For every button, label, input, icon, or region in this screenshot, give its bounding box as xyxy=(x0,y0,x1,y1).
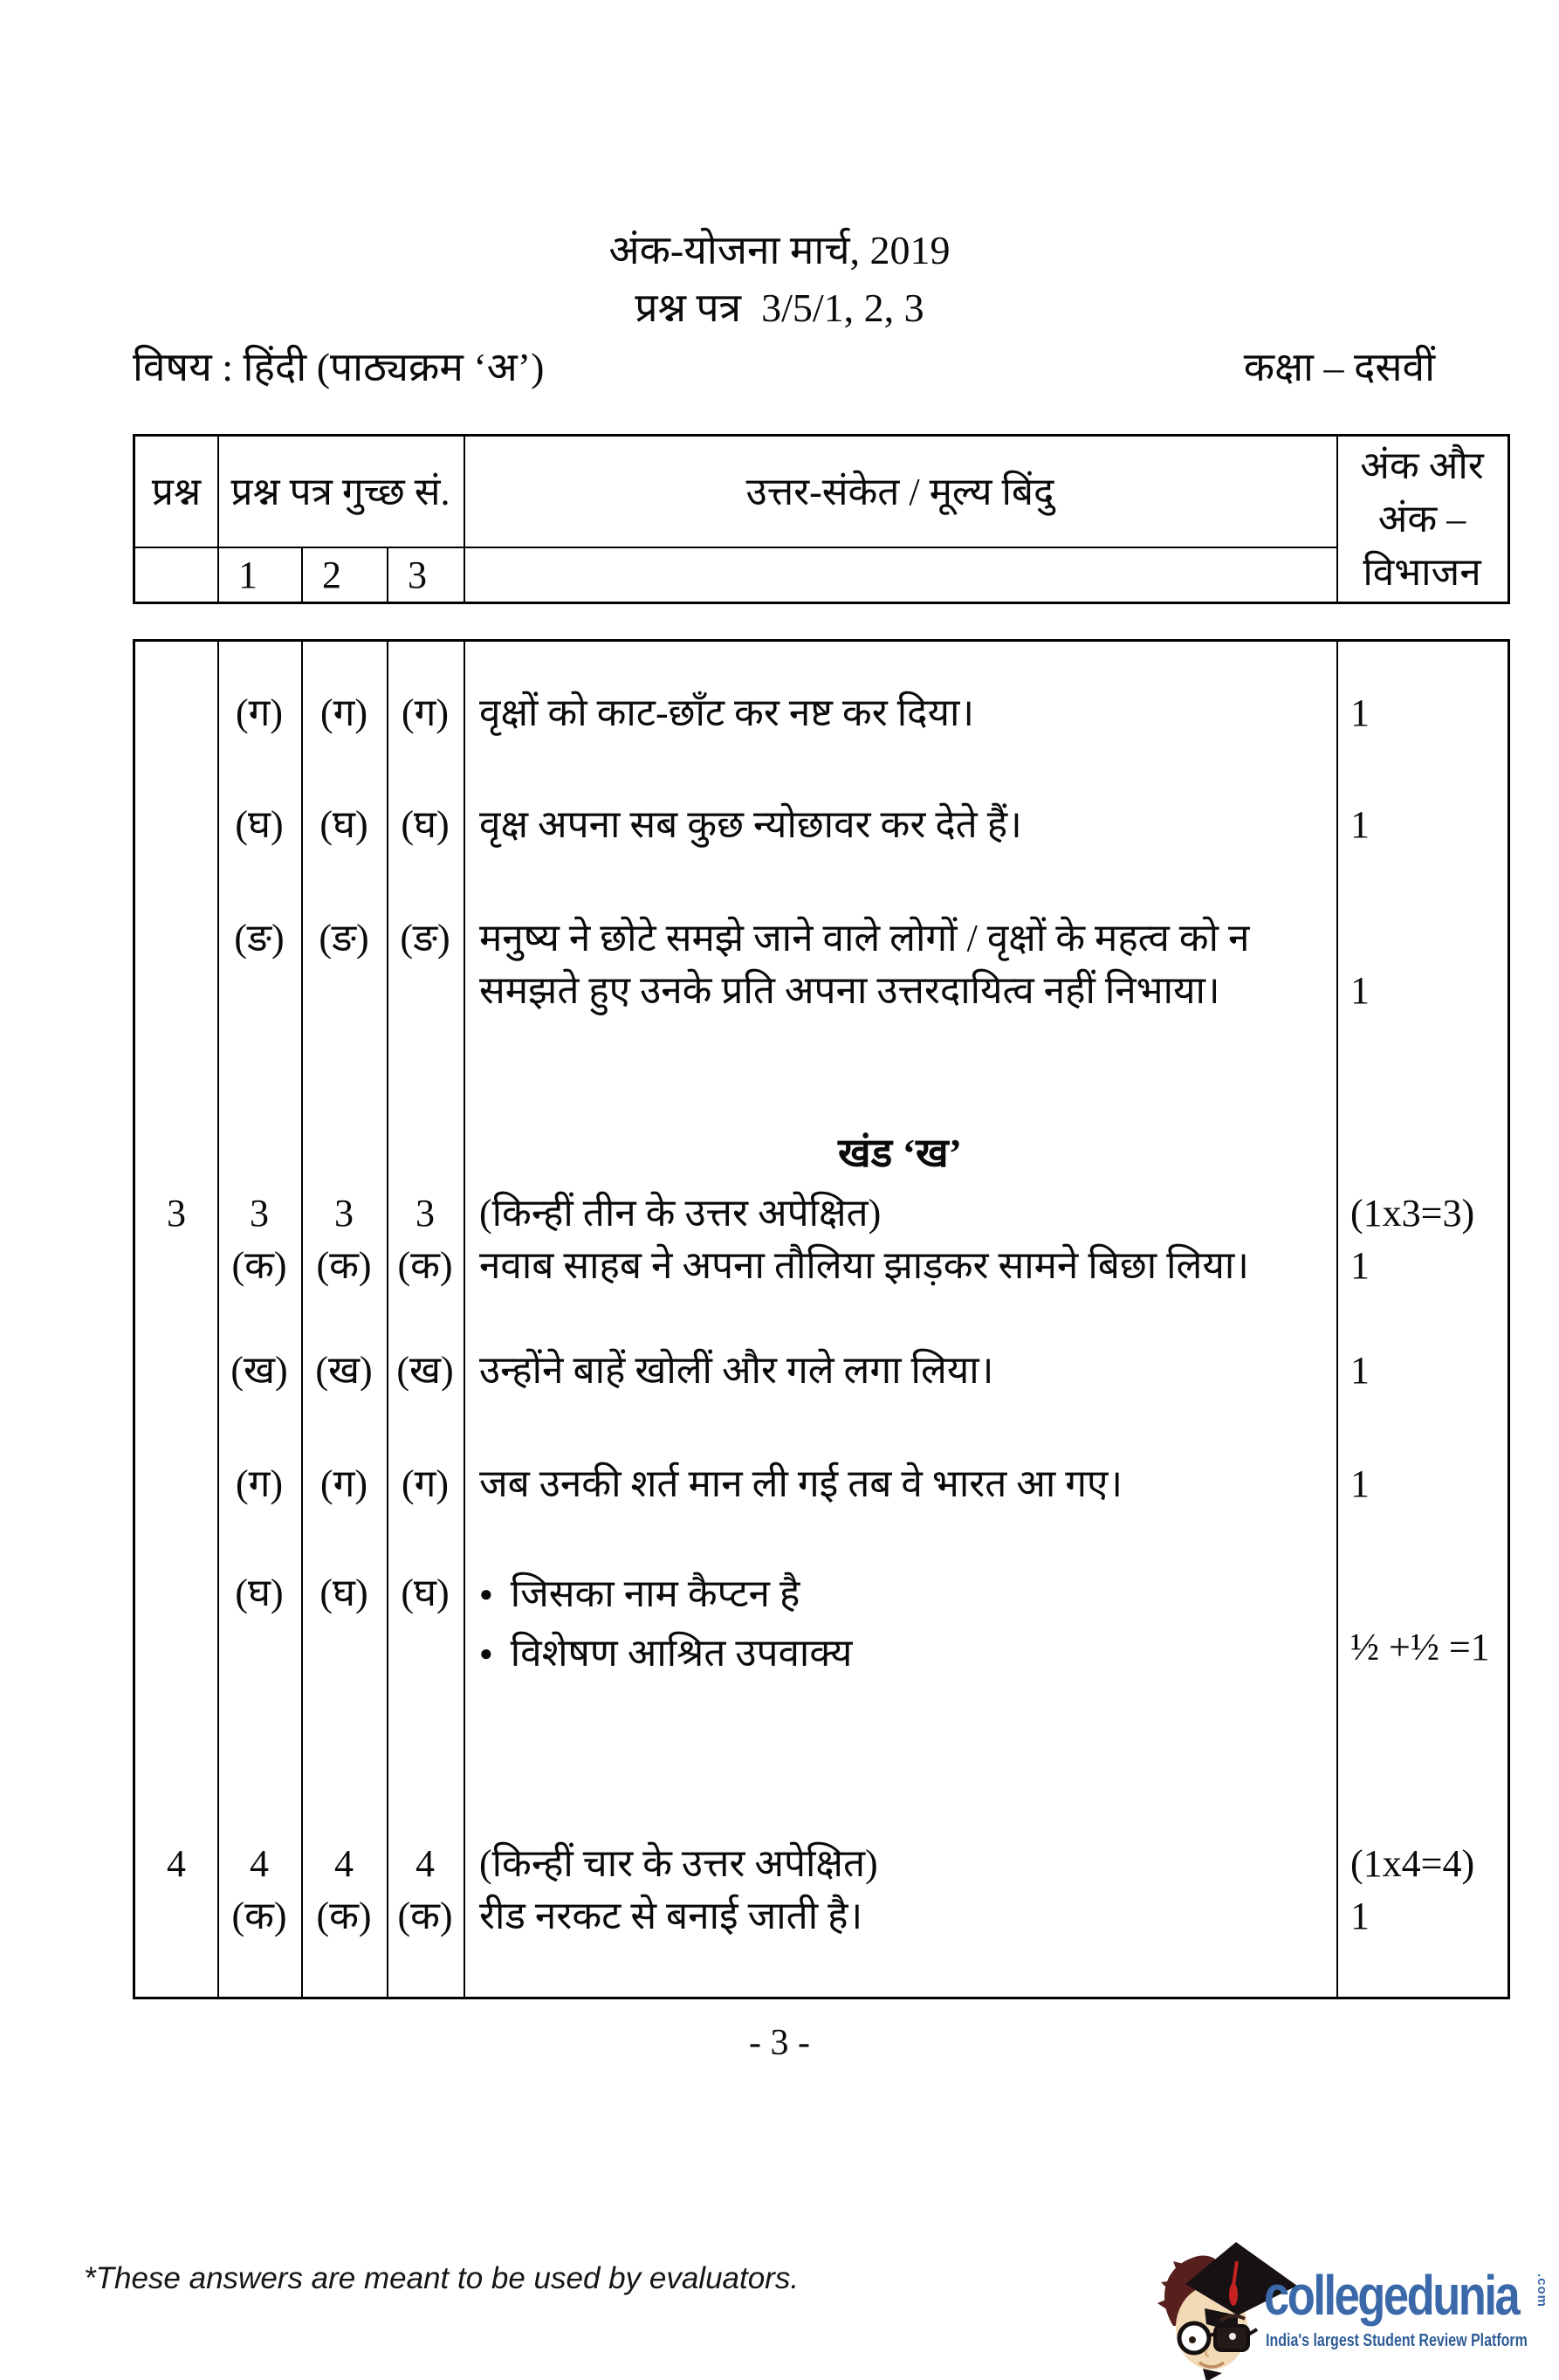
bullet-text: जिसका नाम कैप्टन है xyxy=(510,1572,800,1615)
answer-cell: (किन्हीं तीन के उत्तर अपेक्षित) xyxy=(479,1192,882,1235)
header-marks-line2: अंक – xyxy=(1377,498,1466,540)
table-row xyxy=(135,1890,1507,1943)
subject-class-row xyxy=(133,346,1435,390)
question-number-cell: 4 xyxy=(167,1842,186,1885)
marks-cell xyxy=(1336,687,1507,739)
page-number: - 3 - xyxy=(749,2023,810,2063)
answer-cell: नवाब साहब ने अपना तौलिया झाड़कर सामने बिछा लिया। xyxy=(479,1244,1249,1287)
table-row xyxy=(135,912,1507,1017)
bullet-line xyxy=(479,1627,1324,1686)
set2-label-cell: (क) xyxy=(316,1244,372,1287)
table-row xyxy=(135,1240,1507,1292)
table-row xyxy=(135,799,1507,851)
table-row xyxy=(135,1458,1507,1510)
set1-label-cell: (घ) xyxy=(235,803,284,846)
set3-label-cell: (घ) xyxy=(401,803,450,846)
set2-label-cell: 4 xyxy=(334,1842,354,1885)
set3-label-cell: (क) xyxy=(397,1244,453,1287)
marks-value: ½ +½ =1 xyxy=(1350,1626,1490,1668)
collegedunia-wordmark: collegedunia xyxy=(1264,2264,1519,2327)
answer-cell xyxy=(464,1567,1336,1686)
answer-cell: वृक्षों को काट-छाँट कर नष्ट कर दिया। xyxy=(479,691,975,734)
marks-value: 1 xyxy=(1350,1349,1370,1392)
set1-label-cell: (क) xyxy=(231,1895,287,1937)
bullet-icon: ● xyxy=(479,1641,493,1666)
marks-value: 1 xyxy=(1350,1462,1370,1505)
header-set-group-col: प्रश्न पत्र गुच्छ सं. xyxy=(230,470,450,513)
answer-cell: (किन्हीं चार के उत्तर अपेक्षित) xyxy=(479,1842,878,1885)
question-paper-code: प्रश्न पत्र 3/5/1, 2, 3 xyxy=(635,285,924,330)
set1-label-cell: (क) xyxy=(231,1244,287,1287)
set2-label-cell: (ख) xyxy=(315,1349,373,1392)
document-title: अंक-योजना मार्च, 2019 xyxy=(608,228,951,272)
answer-cell: उन्होंने बाहें खोलीं और गले लगा लिया। xyxy=(479,1349,994,1392)
set1-label-cell: (ख) xyxy=(230,1349,288,1392)
marks-cell xyxy=(1336,1187,1507,1240)
collegedunia-logo xyxy=(1152,2233,1559,2380)
table-row xyxy=(135,1567,1507,1686)
marks-cell xyxy=(1336,1890,1507,1943)
marks-value: 1 xyxy=(1350,803,1370,846)
bullet-text: विशेषण आश्रित उपवाक्य xyxy=(510,1632,853,1675)
set1-label-cell: 4 xyxy=(250,1842,269,1885)
header-question-col: प्रश्न xyxy=(151,470,202,513)
evaluator-note: *These answers are meant to be used by evaluators. xyxy=(84,2261,800,2295)
set2-label-cell: (ङ) xyxy=(319,917,369,960)
set3-label-cell: (घ) xyxy=(401,1572,450,1614)
marks-table-header xyxy=(133,434,1510,604)
set3-label-cell: (ग) xyxy=(401,691,450,734)
set2-label-cell: (घ) xyxy=(319,803,368,846)
set1-label-cell: (ङ) xyxy=(234,917,285,960)
header-subcol-2: 2 xyxy=(322,554,341,596)
set3-label-cell: (ख) xyxy=(396,1349,454,1392)
header-subcol-1: 1 xyxy=(238,554,258,596)
header-marks-line3: विभाजन xyxy=(1363,551,1481,594)
answer-cell: रीड नरकट से बनाई जाती है। xyxy=(479,1895,863,1937)
header-answer-col: उत्तर-संकेत / मूल्य बिंदु xyxy=(745,470,1054,513)
table-row xyxy=(135,1345,1507,1397)
question-number-cell: 3 xyxy=(167,1192,186,1235)
set1-label-cell: 3 xyxy=(250,1192,269,1235)
answer-cell: वृक्ष अपना सब कुछ न्योछावर कर देते हैं। xyxy=(479,803,1022,846)
marks-cell xyxy=(1336,1240,1507,1292)
header-marks-col xyxy=(1336,437,1507,602)
set3-label-cell: (ग) xyxy=(401,1462,450,1505)
bullet-icon: ● xyxy=(479,1581,493,1606)
bullet-line xyxy=(479,1567,1324,1627)
marks-cell xyxy=(1336,912,1507,1012)
set3-label-cell: 3 xyxy=(416,1192,435,1235)
set3-label-cell: (ङ) xyxy=(400,917,450,960)
set2-label-cell: (ग) xyxy=(319,1462,368,1505)
marks-cell xyxy=(1336,799,1507,851)
set1-label-cell: (ग) xyxy=(235,691,284,734)
class-label: कक्षा – दसवीं xyxy=(1243,345,1435,389)
marks-cell xyxy=(1336,1838,1507,1890)
section-heading: खंड ‘ख’ xyxy=(837,1131,962,1175)
header-marks-line1: अंक और xyxy=(1360,444,1484,487)
subject-label: विषय : हिंदी (पाठ्यक्रम ‘अ’) xyxy=(133,345,545,389)
marks-value: 1 xyxy=(1350,1895,1370,1937)
marks-value: 1 xyxy=(1350,969,1370,1012)
table-row xyxy=(135,1838,1507,1890)
table-row xyxy=(135,687,1507,739)
set2-label-cell: (ग) xyxy=(319,691,368,734)
set3-label-cell: 4 xyxy=(416,1842,435,1885)
answer-cell: मनुष्य ने छोटे समझे जाने वाले लोगों / वृक्षों के महत्व को न समझते हुए उनके प्रति अपना उत्तरदायित्व नहीं निभाया। xyxy=(479,917,1250,1012)
marks-value: (1x4=4) xyxy=(1350,1842,1475,1885)
set2-label-cell: (घ) xyxy=(319,1572,368,1614)
marks-value: 1 xyxy=(1350,1244,1370,1287)
marks-table-body xyxy=(133,639,1510,1999)
marks-value: 1 xyxy=(1350,691,1370,734)
marks-cell xyxy=(1336,1345,1507,1397)
set2-label-cell: 3 xyxy=(334,1192,354,1235)
marks-cell xyxy=(1336,1458,1507,1510)
collegedunia-tagline: India's largest Student Review Platform xyxy=(1266,2331,1528,2350)
marks-value: (1x3=3) xyxy=(1350,1192,1475,1235)
marks-cell xyxy=(1336,1567,1507,1668)
set1-label-cell: (घ) xyxy=(235,1572,284,1614)
set3-label-cell: (क) xyxy=(397,1895,453,1937)
header-subcol-3: 3 xyxy=(408,554,427,596)
set1-label-cell: (ग) xyxy=(235,1462,284,1505)
answer-cell: जब उनकी शर्त मान ली गई तब वे भारत आ गए। xyxy=(479,1462,1123,1505)
set2-label-cell: (क) xyxy=(316,1895,372,1937)
table-row xyxy=(135,1187,1507,1240)
collegedunia-domain: .com xyxy=(1535,2273,1549,2308)
